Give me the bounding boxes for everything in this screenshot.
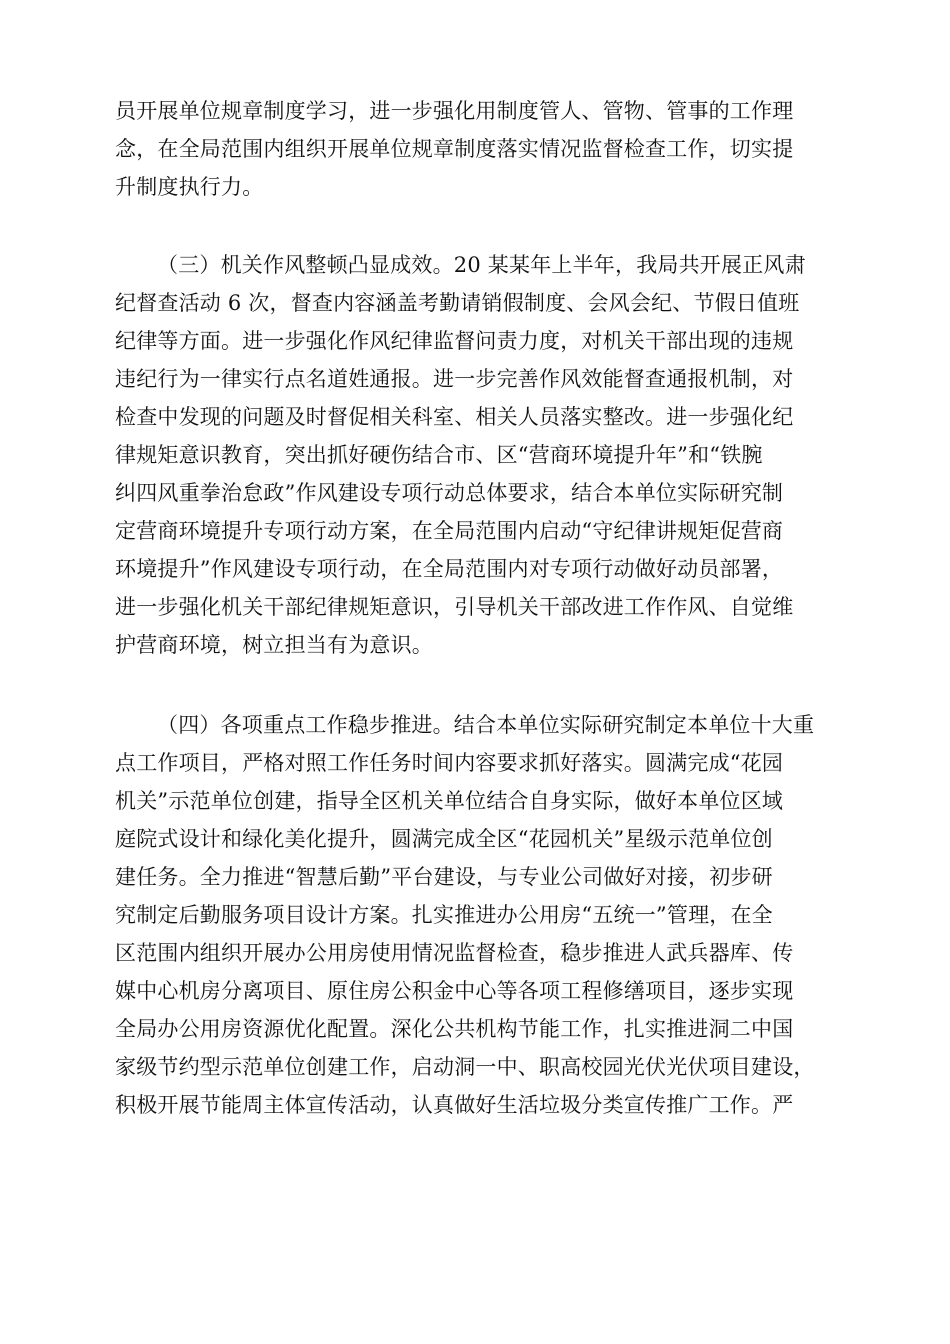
text-line: 升制度执行力。 bbox=[115, 175, 264, 199]
section-heading-line: （三）机关作风整顿凸显成效。20 某某年上半年，我局共开展正风肃 bbox=[157, 253, 806, 277]
text-line: 念，在全局范围内组织开展单位规章制度落实情况监督检查工作，切实提 bbox=[115, 137, 794, 161]
text-line: 纪督查活动 6 次，督查内容涵盖考勤请销假制度、会风会纪、节假日值班 bbox=[115, 291, 800, 315]
text-line: 纪律等方面。进一步强化作风纪律监督问责力度，对机关干部出现的违规 bbox=[115, 329, 794, 353]
text-line: 究制定后勤服务项目设计方案。扎实推进办公用房“五统一”管理，在全 bbox=[115, 903, 773, 927]
text-line: 纠四风重拳治怠政”作风建设专项行动总体要求，结合本单位实际研究制 bbox=[115, 481, 784, 505]
paragraph-section-three bbox=[115, 246, 850, 664]
text-line: 建任务。全力推进“智慧后勤”平台建设，与专业公司做好对接，初步研 bbox=[115, 865, 773, 889]
text-line: 庭院式设计和绿化美化提升，圆满完成全区“花园机关”星级示范单位创 bbox=[115, 827, 773, 851]
text-line: 全局办公用房资源优化配置。深化公共机构节能工作，扎实推进洞二中国 bbox=[115, 1017, 794, 1041]
text-line: 律规矩意识教育，突出抓好硬伤结合市、区“营商环境提升年”和“铁腕 bbox=[115, 443, 763, 467]
paragraph-section-four bbox=[115, 706, 850, 1124]
paragraph-regulations-continued bbox=[115, 92, 850, 206]
text-line: 机关”示范单位创建，指导全区机关单位结合自身实际，做好本单位区域 bbox=[115, 789, 784, 813]
text-line: 定营商环境提升专项行动方案，在全局范围内启动“守纪律讲规矩促营商 bbox=[115, 519, 784, 543]
text-line: 媒中心机房分离项目、原住房公积金中心等各项工程修缮项目，逐步实现 bbox=[115, 979, 794, 1003]
text-line: 家级节约型示范单位创建工作，启动洞一中、职高校园光伏光伏项目建设， bbox=[115, 1055, 815, 1079]
text-line: 员开展单位规章制度学习，进一步强化用制度管人、管物、管事的工作理 bbox=[115, 99, 794, 123]
section-heading-line: （四）各项重点工作稳步推进。结合本单位实际研究制定本单位十大重 bbox=[157, 713, 815, 737]
text-line: 点工作项目，严格对照工作任务时间内容要求抓好落实。圆满完成“花园 bbox=[115, 751, 784, 775]
text-line: 进一步强化机关干部纪律规矩意识，引导机关干部改进工作作风、自觉维 bbox=[115, 595, 794, 619]
text-line: 违纪行为一律实行点名道姓通报。进一步完善作风效能督查通报机制，对 bbox=[115, 367, 794, 391]
text-line: 环境提升”作风建设专项行动，在全局范围内对专项行动做好动员部署， bbox=[115, 557, 784, 581]
text-line: 区范围内组织开展办公用房使用情况监督检查，稳步推进人武兵器库、传 bbox=[115, 941, 794, 965]
text-line: 检查中发现的问题及时督促相关科室、相关人员落实整改。进一步强化纪 bbox=[115, 405, 794, 429]
text-line: 积极开展节能周主体宣传活动，认真做好生活垃圾分类宣传推广工作。严 bbox=[115, 1093, 794, 1117]
text-line: 护营商环境，树立担当有为意识。 bbox=[115, 633, 433, 657]
